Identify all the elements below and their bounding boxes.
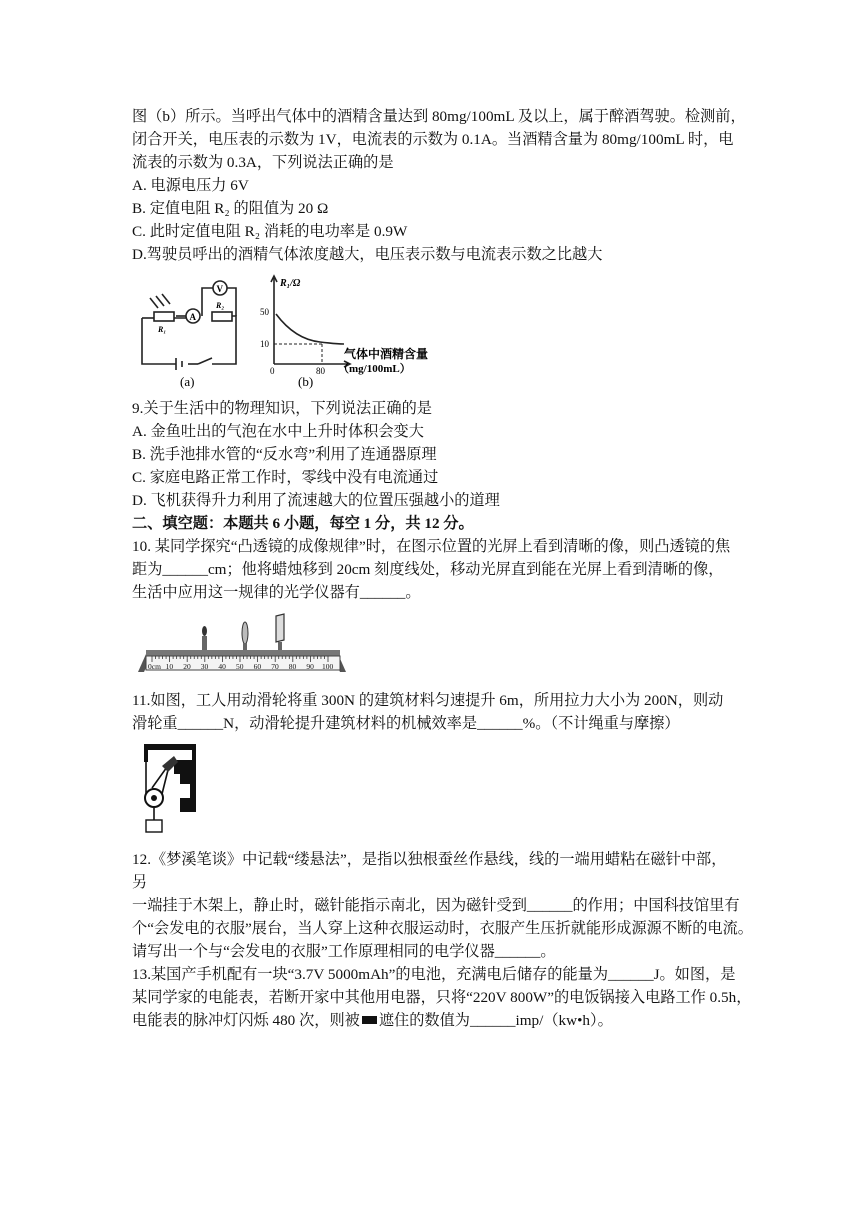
section-2-heading: 二、填空题：本题共 6 小题，每空 1 分，共 12 分。	[132, 515, 474, 532]
graph-x-tick-80: 80	[316, 366, 325, 376]
q10-line-2: 距为______cm；他将蜡烛移到 20cm 刻度线处，移动光屏直到能在光屏上看到清晰的像，	[132, 561, 724, 578]
q13-line-3	[132, 1010, 613, 1032]
q8-option-c: C. 此时定值电阻 R₂ 消耗的电功率是 0.9W	[132, 223, 408, 240]
q8-option-d: D.驾驶员呼出的酒精气体浓度越大，电压表示数与电流表示数之比越大	[132, 246, 603, 263]
graph-y-label: R₁/Ω	[280, 278, 301, 289]
ammeter-label: A	[189, 312, 196, 322]
q8-stem-line-3: 流表的示数为 0.3A，下列说法正确的是	[132, 154, 394, 171]
candle-icon	[202, 636, 207, 650]
q9-option-a: A. 金鱼吐出的气泡在水中上升时体积会变大	[132, 423, 424, 440]
support-frame	[174, 760, 196, 812]
ruler-label: 10	[165, 662, 174, 671]
ruler-label: 70	[271, 662, 279, 671]
q8-stem-line-1: 图（b）所示。当呼出气体中的酒精含量达到 80mg/100mL 及以上，属于醉酒驾驶。检测前，	[132, 108, 746, 125]
voltmeter-label: V	[216, 284, 223, 294]
load-block	[146, 820, 162, 832]
q8-stem-line-2: 闭合开关，电压表的示数为 1V，电流表的示数为 0.1A。当酒精含量为 80mg/100mL 时，电	[132, 131, 734, 148]
ruler-label: 50	[236, 662, 244, 671]
r2-label: R₂	[216, 301, 225, 310]
graph-x-label: 气体中酒精含量	[344, 347, 429, 361]
q13-line-3-before: 电能表的脉冲灯闪烁 480 次，则被	[132, 1012, 360, 1029]
resistor-r2	[212, 312, 232, 321]
ruler-label: 80	[288, 662, 297, 671]
graph-y-tick-10: 10	[260, 339, 269, 349]
q13-line-1: 13.某国产手机配有一块“3.7V 5000mAh”的电池，充满电后储存的能量为______J。如图，是	[132, 966, 736, 983]
ruler-label: 0cm	[148, 662, 161, 671]
q9-option-d: D. 飞机获得升力利用了流速越大的位置压强越小的道理	[132, 492, 500, 509]
q8-option-a: A. 电源电压力 6V	[132, 177, 249, 194]
pulley-figure	[132, 740, 208, 838]
light-screen-icon	[276, 614, 284, 642]
q12-line-5: 请写出一个与“会发电的衣服”工作原理相同的电学仪器______。	[132, 943, 556, 960]
ruler-label: 100	[322, 662, 334, 671]
q9-stem: 9.关于生活中的物理知识，下列说法正确的是	[132, 400, 432, 417]
resistor-r1	[154, 312, 174, 321]
ruler-label: 40	[218, 662, 226, 671]
circuit-caption: (a)	[180, 374, 195, 389]
r1-label: R₁	[158, 325, 167, 334]
ruler-label: 20	[183, 662, 191, 671]
resistance-curve	[276, 314, 344, 344]
q11-line-2: 滑轮重______N，动滑轮提升建筑材料的机械效率是______%。（不计绳重与摩擦）	[132, 715, 680, 732]
graph-y-tick-50: 50	[260, 307, 269, 317]
convex-lens-icon	[242, 622, 248, 644]
ruler-label: 30	[200, 662, 209, 671]
q12-line-3: 一端挂于木架上，静止时，磁针能指示南北，因为磁针受到______的作用；中国科技馆里有	[132, 897, 740, 914]
graph-x-tick-0: 0	[270, 366, 275, 376]
q12-line-2: 另	[132, 874, 148, 891]
q11-line-1: 11.如图，工人用动滑轮将重 300N 的建筑材料匀速提升 6m，所用拉力大小为 200N，则动	[132, 692, 724, 709]
optical-bench-figure	[132, 610, 354, 676]
q12-line-4: 个“会发电的衣服”展台，当人穿上这种衣服运动时，衣服产生压折就能形成源源不断的电流。	[132, 920, 753, 937]
graph-x-unit: （mg/100mL）	[338, 363, 411, 375]
q9-option-b: B. 洗手池排水管的“反水弯”利用了连通器原理	[132, 446, 437, 463]
q13-line-3-after: 遮住的数值为______imp/（kw•h）。	[378, 1012, 613, 1029]
q12-line-1: 12.《梦溪笔谈》中记载“缕悬法”，是指以独根蚕丝作悬线，线的一端用蜡粘在磁针中部，	[132, 851, 727, 868]
graph-caption: (b)	[298, 374, 314, 389]
ruler-label: 60	[253, 662, 262, 671]
q13-line-2: 某同学家的电能表，若断开家中其他用电器，只将“220V 800W”的电饭锅接入电路工作 0.5h，	[132, 989, 752, 1006]
ruler-label: 90	[306, 662, 314, 671]
bench-rail	[146, 650, 340, 656]
q8-circuit-diagram	[132, 268, 244, 390]
q10-line-3: 生活中应用这一规律的光学仪器有______。	[132, 584, 421, 601]
q10-line-1: 10. 某同学探究“凸透镜的成像规律”时，在图示位置的光屏上看到清晰的像，则凸透镜的焦	[132, 538, 731, 555]
q8-option-b: B. 定值电阻 R₂ 的阻值为 20 Ω	[132, 200, 329, 217]
covered-value-block	[362, 1016, 377, 1024]
q8-graph	[252, 268, 452, 390]
candle-flame-icon	[202, 626, 207, 636]
q9-option-c: C. 家庭电路正常工作时，零线中没有电流通过	[132, 469, 439, 486]
